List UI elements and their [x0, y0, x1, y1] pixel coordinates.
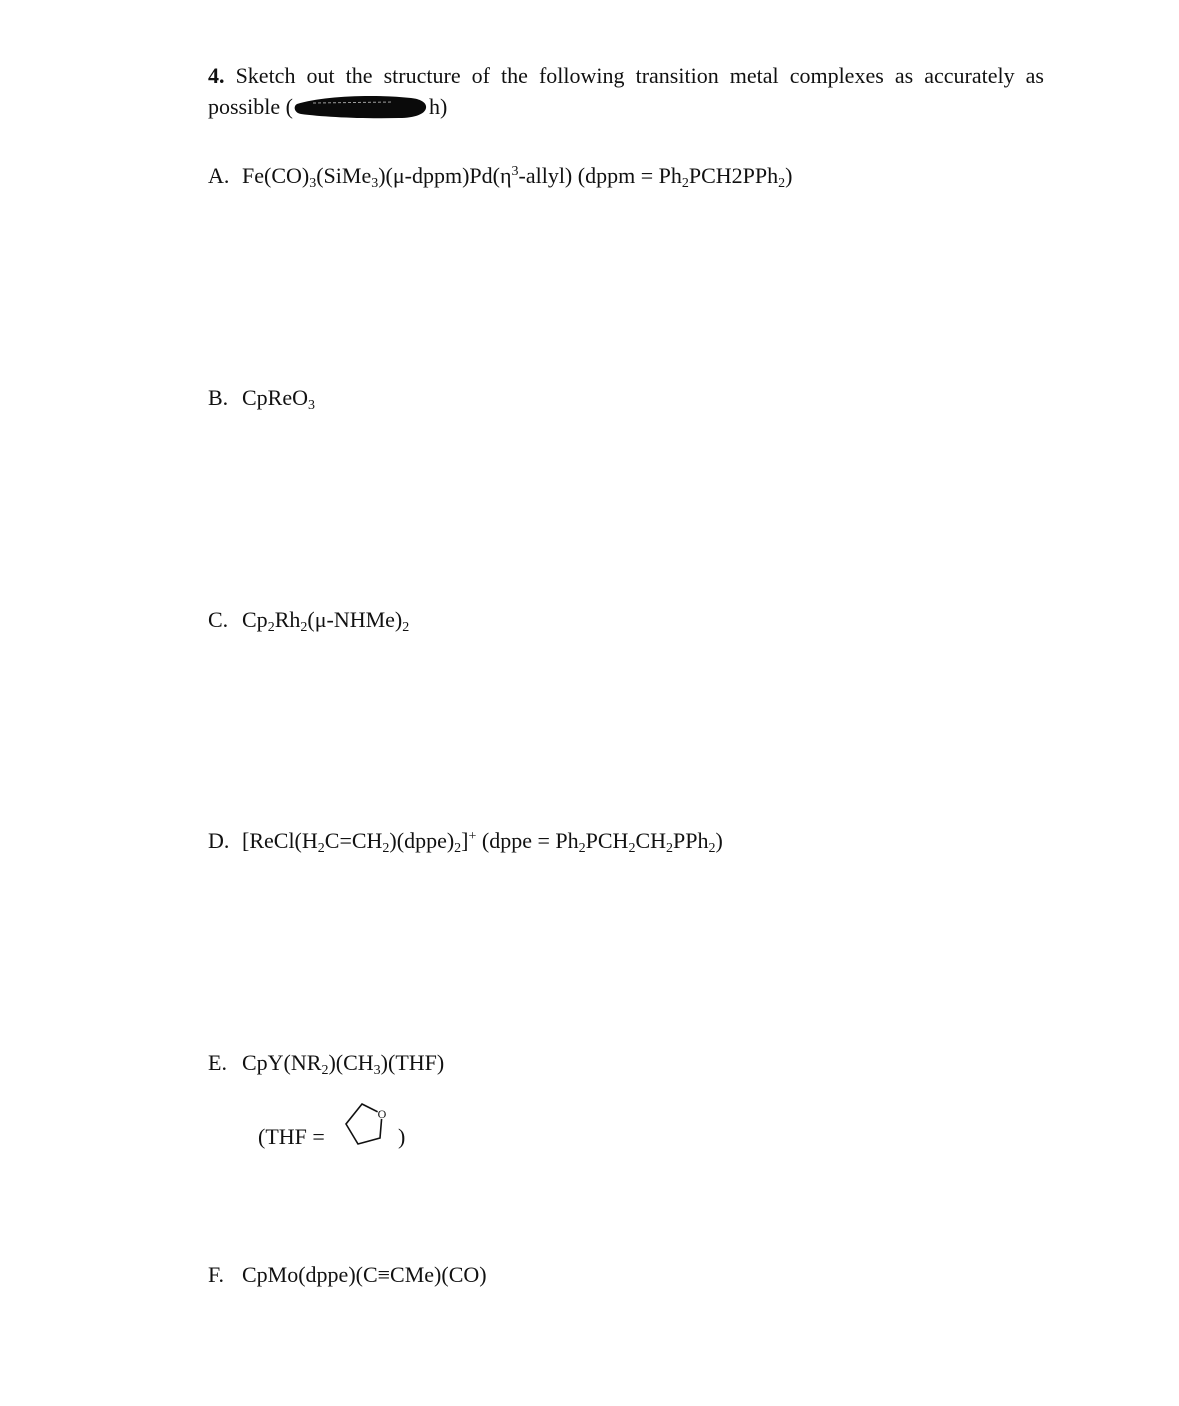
- item-a-formula: $Fe(CO)_3(SiMe_3)(\mu-dppm)Pd(\eta^3-allyl)$ (dppm = $Ph_2PCH2PPh_2$): [242, 163, 793, 191]
- item-f: [208, 1261, 487, 1289]
- item-b: [208, 384, 315, 412]
- paren-close: h): [428, 94, 448, 119]
- item-c-formula: $Cp_2Rh_2(\mu-NHMe)_2$: [242, 607, 410, 635]
- item-d: [208, 827, 723, 855]
- thf-close-paren: ): [398, 1124, 406, 1149]
- item-f-letter: F.: [208, 1262, 224, 1287]
- question-prompt: [208, 60, 1044, 122]
- thf-label: (THF =: [258, 1124, 325, 1149]
- item-a-letter: A.: [208, 163, 230, 188]
- redaction-mark: [293, 94, 429, 120]
- item-d-formula: $[ReCl(H_2C=CH_2)(dppe)_2]^+$ (dppe = $Ph_2PCH_2CH_2PPh_2$): [242, 828, 723, 856]
- item-b-formula: CpReO$_3$: [242, 385, 315, 413]
- question-text: Sketch out the structure of the following transition metal complexes as accurately as possible: [208, 63, 1044, 119]
- item-c-letter: C.: [208, 607, 229, 632]
- item-a: [208, 162, 792, 190]
- redaction-scribble-icon: [293, 94, 429, 120]
- item-e-formula: $CpY(NR_2)(CH_3)(THF)$: [242, 1050, 445, 1078]
- item-c: [208, 606, 409, 634]
- item-f-formula: CpMo(dppe)(C≡CMe)(CO): [242, 1262, 487, 1287]
- item-e: [208, 1049, 444, 1077]
- item-b-letter: B.: [208, 385, 229, 410]
- item-d-letter: D.: [208, 828, 230, 853]
- item-e-letter: E.: [208, 1050, 227, 1075]
- thf-ring-icon: [340, 1102, 398, 1150]
- question-number: 4.: [208, 63, 225, 88]
- paren-open: (: [285, 94, 293, 119]
- thf-ring-oxygen: O: [377, 1107, 387, 1121]
